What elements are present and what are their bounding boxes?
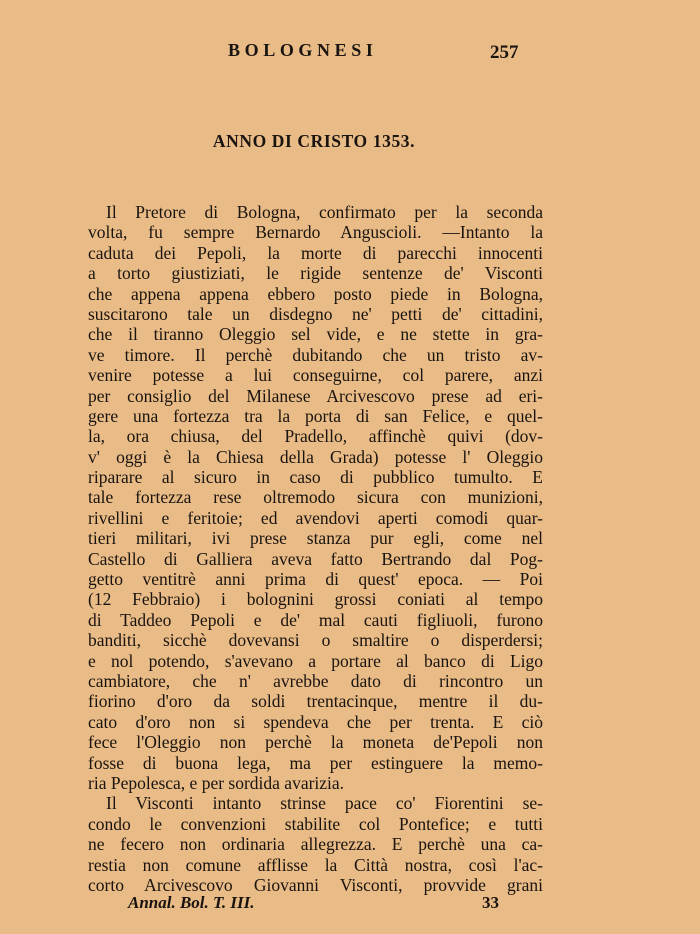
text-line: cambiatore, che n' avrebbe dato di rincontro un bbox=[88, 670, 543, 691]
running-head bbox=[0, 40, 700, 66]
text-line: rivellini e feritoie; ed avendovi aperti comodi quar- bbox=[88, 507, 543, 528]
text-line: che il tiranno Oleggio sel vide, e ne stette in gra- bbox=[88, 324, 543, 345]
text-line: getto ventitrè anni prima di quest' epoca. — Poi bbox=[88, 569, 543, 590]
signature-footer bbox=[0, 893, 700, 917]
text-line: restia non comune afflisse la Città nostra, così l'ac- bbox=[88, 854, 543, 875]
text-line: Il Pretore di Bologna, confirmato per la seconda bbox=[106, 202, 543, 222]
text-line: ve timore. Il perchè dubitando che un tristo av- bbox=[88, 344, 543, 365]
text-line: volta, fu sempre Bernardo Anguscioli. —Intanto la bbox=[88, 222, 543, 243]
text-line: banditi, sicchè dovevansi o smaltire o disperdersi; bbox=[88, 630, 543, 651]
text-line: ne fecero non ordinaria allegrezza. E perchè una ca- bbox=[88, 834, 543, 855]
text-line: riparare al sicuro in caso di pubblico tumulto. E bbox=[88, 467, 543, 488]
text-line: condo le convenzioni stabilite col Pontefice; e tutti bbox=[88, 813, 543, 834]
text-line: fece l'Oleggio non perchè la moneta de'Pepoli non bbox=[88, 732, 543, 753]
text-line: ria Pepolesca, e per sordida avarizia. bbox=[88, 772, 345, 793]
text-line: Castello di Galliera aveva fatto Bertrando dal Pog- bbox=[88, 548, 543, 569]
text-line: caduta dei Pepoli, la morte di parecchi innocenti bbox=[88, 242, 543, 263]
signature-number: 33 bbox=[482, 893, 499, 912]
text-line: tieri militari, ivi prese stanza pur egli, come nel bbox=[88, 528, 543, 549]
running-title: BOLOGNESI bbox=[228, 40, 378, 60]
page-number: 257 bbox=[490, 42, 519, 63]
text-line: fosse di buona lega, ma per estinguere la memo- bbox=[88, 752, 543, 773]
section-heading: ANNO DI CRISTO 1353. bbox=[212, 131, 416, 151]
text-line: gere una fortezza tra la porta di san Felice, e quel- bbox=[88, 405, 543, 426]
text-line: venire potesse a lui conseguirne, col parere, anzi bbox=[88, 365, 543, 386]
text-line: (12 Febbraio) i bolognini grossi coniati al tempo bbox=[88, 589, 543, 610]
text-line: per consiglio del Milanese Arcivescovo prese ad eri- bbox=[88, 385, 543, 406]
text-line: v' oggi è la Chiesa della Grada) potesse l' Oleggio bbox=[88, 446, 543, 467]
text-line: a torto giustiziati, le rigide sentenze de' Visconti bbox=[88, 263, 543, 284]
text-line: tale fortezza rese oltremodo sicura con munizioni, bbox=[88, 487, 543, 508]
text-line: suscitarono tale un disdegno ne' petti de' cittadini, bbox=[88, 303, 543, 324]
body-text bbox=[88, 202, 543, 895]
text-line: cato d'oro non si spendeva che per trenta. E ciò bbox=[88, 711, 543, 732]
text-line: la, ora chiusa, del Pradello, affinchè quivi (dov- bbox=[88, 426, 543, 447]
text-line: di Taddeo Pepoli e de' mal cauti figliuoli, furono bbox=[88, 609, 543, 630]
signature-mark: Annal. Bol. T. III. bbox=[128, 893, 255, 912]
text-line: che appena appena ebbero posto piede in Bologna, bbox=[88, 283, 543, 304]
text-line: Il Visconti intanto strinse pace co' Fiorentini se- bbox=[106, 793, 543, 814]
text-line: corto Arcivescovo Giovanni Visconti, provvide grani bbox=[88, 874, 543, 895]
text-line: e nol potendo, s'avevano a portare al banco di Ligo bbox=[88, 650, 543, 671]
text-line: fiorino d'oro da soldi trentacinque, mentre il du- bbox=[88, 691, 543, 712]
